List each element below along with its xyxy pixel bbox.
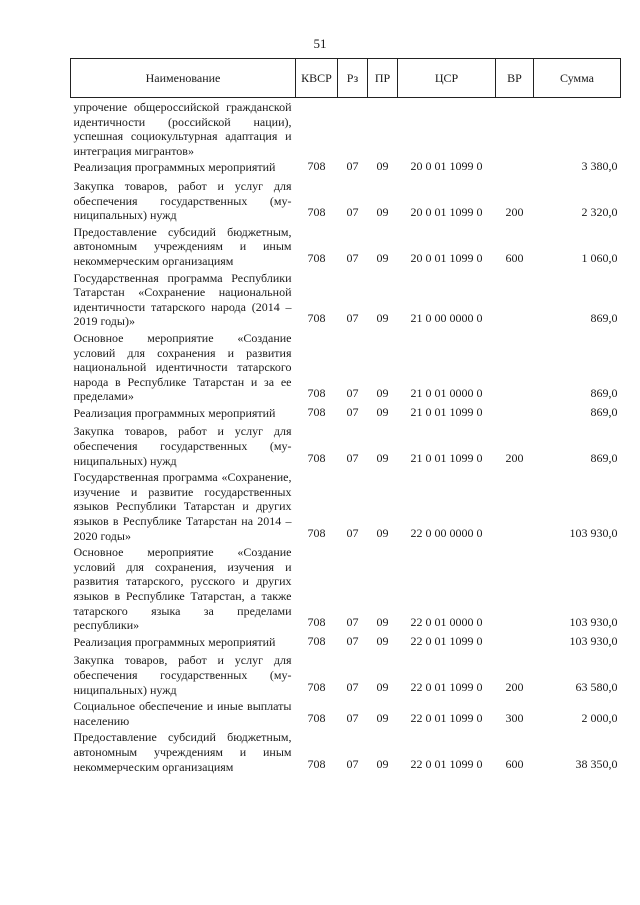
cell-kvsr: 708 — [307, 525, 326, 540]
cell-sum: 869,0 — [590, 311, 618, 326]
cell-sum: 869,0 — [590, 386, 618, 401]
cell-rz: 07 — [346, 159, 359, 174]
cell-csr: 20 0 01 1099 0 — [410, 205, 483, 220]
cell-rz: 07 — [346, 404, 359, 419]
cell-rz: 07 — [346, 525, 359, 540]
cell-name: Государственная программа Республики Татарстан «Сохранение национальной идентичности татарского народа (2014 – 2019 годы)» — [73, 270, 292, 329]
cell-name: Социальное обеспечение и иные выплаты населению — [73, 699, 292, 728]
cell-kvsr: 708 — [307, 679, 326, 694]
cell-rz: 07 — [346, 710, 359, 725]
cell-rz — [338, 98, 368, 160]
cell-sum: 63 580,0 — [575, 679, 618, 694]
cell-kvsr: 708 — [307, 311, 326, 326]
cell-sum: 38 350,0 — [575, 756, 618, 771]
table-row — [71, 698, 621, 729]
header-pr: ПР — [368, 59, 398, 98]
table-row — [71, 544, 621, 634]
cell-rz: 07 — [346, 205, 359, 220]
cell-pr: 09 — [376, 756, 389, 771]
cell-sum: 3 380,0 — [581, 159, 618, 174]
cell-pr: 09 — [376, 525, 389, 540]
cell-sum: 103 930,0 — [569, 633, 618, 648]
cell-sum: 103 930,0 — [569, 615, 618, 630]
cell-vr — [496, 270, 534, 330]
table-row — [71, 423, 621, 469]
cell-pr — [368, 98, 398, 160]
cell-sum: 869,0 — [590, 404, 618, 419]
cell-csr: 22 0 01 1099 0 — [410, 679, 483, 694]
table-row — [71, 159, 621, 178]
cell-vr — [496, 469, 534, 544]
cell-csr — [398, 98, 496, 160]
cell-csr: 22 0 01 0000 0 — [410, 615, 483, 630]
cell-vr: 200 — [505, 679, 524, 694]
cell-csr: 22 0 01 1099 0 — [410, 633, 483, 648]
cell-kvsr: 708 — [307, 386, 326, 401]
cell-rz: 07 — [346, 450, 359, 465]
cell-sum: 2 000,0 — [581, 710, 618, 725]
cell-csr: 20 0 01 1099 0 — [410, 250, 483, 265]
cell-kvsr: 708 — [307, 205, 326, 220]
cell-vr — [496, 405, 534, 424]
cell-pr: 09 — [376, 633, 389, 648]
table-row — [71, 729, 621, 775]
cell-kvsr: 708 — [307, 633, 326, 648]
header-kvsr: КВСР — [296, 59, 338, 98]
cell-vr: 200 — [505, 450, 524, 465]
cell-csr: 20 0 01 1099 0 — [410, 159, 483, 174]
cell-pr: 09 — [376, 311, 389, 326]
cell-csr: 22 0 01 1099 0 — [410, 710, 483, 725]
cell-csr: 21 0 00 0000 0 — [410, 311, 483, 326]
table-body — [71, 98, 621, 776]
cell-vr: 300 — [505, 710, 524, 725]
table-row — [71, 178, 621, 224]
cell-kvsr: 708 — [307, 159, 326, 174]
table-row — [71, 270, 621, 330]
cell-vr — [496, 159, 534, 178]
header-rz: Рз — [338, 59, 368, 98]
cell-pr: 09 — [376, 710, 389, 725]
cell-rz: 07 — [346, 311, 359, 326]
table-row — [71, 405, 621, 424]
header-name: Наименование — [71, 59, 296, 98]
cell-sum: 869,0 — [590, 450, 618, 465]
cell-rz: 07 — [346, 250, 359, 265]
cell-kvsr: 708 — [307, 450, 326, 465]
cell-name: Реализация программных мероприятий — [73, 405, 276, 420]
cell-kvsr: 708 — [307, 710, 326, 725]
cell-pr: 09 — [376, 205, 389, 220]
cell-pr: 09 — [376, 679, 389, 694]
header-sum: Сумма — [534, 59, 621, 98]
cell-name: Закупка товаров, работ и услуг для обеспечения государственных (муниципальных) нужд — [73, 424, 292, 468]
cell-name: Реализация программных мероприятий — [73, 160, 276, 175]
cell-csr: 21 0 01 0000 0 — [410, 386, 483, 401]
cell-name: Закупка товаров, работ и услуг для обеспечения государственных (муниципальных) нужд — [73, 653, 292, 697]
cell-vr — [496, 544, 534, 634]
cell-name: Предоставление субсидий бюджетным, автономным учреждениям и иным некоммерческим организациям — [73, 730, 292, 774]
cell-pr: 09 — [376, 159, 389, 174]
budget-table — [70, 58, 621, 775]
cell-vr: 600 — [505, 756, 524, 771]
cell-vr — [496, 330, 534, 405]
cell-kvsr: 708 — [307, 404, 326, 419]
cell-csr: 22 0 00 0000 0 — [410, 525, 483, 540]
cell-sum: 2 320,0 — [581, 205, 618, 220]
cell-kvsr — [296, 98, 338, 160]
table-row — [71, 224, 621, 270]
cell-kvsr: 708 — [307, 250, 326, 265]
cell-rz: 07 — [346, 679, 359, 694]
table-row — [71, 98, 621, 160]
cell-name: Основное мероприятие «Создание условий для сохранения и развития национальной идентичности татарского народа в Республике Татарстан и за ее пределами» — [73, 330, 292, 404]
cell-rz: 07 — [346, 756, 359, 771]
cell-pr: 09 — [376, 386, 389, 401]
cell-vr: 200 — [505, 205, 524, 220]
cell-rz: 07 — [346, 386, 359, 401]
cell-csr: 22 0 01 1099 0 — [410, 756, 483, 771]
cell-name: Реализация программных мероприятий — [73, 634, 276, 649]
cell-csr: 21 0 01 1099 0 — [410, 404, 483, 419]
cell-name: Государственная программа «Сохранение, изучение и развитие государственных языков Республики Татарстан и других языков в Республике Татарстан на 2014 – 2020 годы» — [73, 470, 292, 543]
header-vr: ВР — [496, 59, 534, 98]
cell-name: Закупка товаров, работ и услуг для обеспечения государственных (муниципальных) нужд — [73, 178, 292, 223]
cell-pr: 09 — [376, 615, 389, 630]
cell-vr: 600 — [505, 250, 524, 265]
table-header-row — [71, 59, 621, 98]
cell-rz: 07 — [346, 633, 359, 648]
cell-name: Предоставление субсидий бюджетным, автономным учреждениям и иным некоммерческим организациям — [73, 224, 292, 268]
cell-name: упрочение общероссийской гражданской идентичности (российской нации), успешная социокультурная адаптация и интеграция мигрантов» — [73, 100, 292, 158]
cell-kvsr: 708 — [307, 615, 326, 630]
table-row — [71, 652, 621, 698]
cell-csr: 21 0 01 1099 0 — [410, 450, 483, 465]
cell-sum: 1 060,0 — [581, 250, 618, 265]
cell-rz: 07 — [346, 615, 359, 630]
cell-vr — [496, 634, 534, 653]
cell-name: Основное мероприятие «Создание условий для сохранения, изучения и развития татарского, русского и других языков в Республике Татарстан, а также татарского языка за пределами республики» — [73, 545, 292, 633]
table-row — [71, 634, 621, 653]
table-row — [71, 469, 621, 544]
header-csr: ЦСР — [398, 59, 496, 98]
cell-pr: 09 — [376, 250, 389, 265]
cell-sum: 103 930,0 — [569, 525, 618, 540]
cell-kvsr: 708 — [307, 756, 326, 771]
cell-vr — [496, 98, 534, 160]
page-number: 51 — [313, 36, 327, 51]
cell-sum — [534, 98, 621, 160]
cell-pr: 09 — [376, 404, 389, 419]
table-row — [71, 330, 621, 405]
cell-pr: 09 — [376, 450, 389, 465]
